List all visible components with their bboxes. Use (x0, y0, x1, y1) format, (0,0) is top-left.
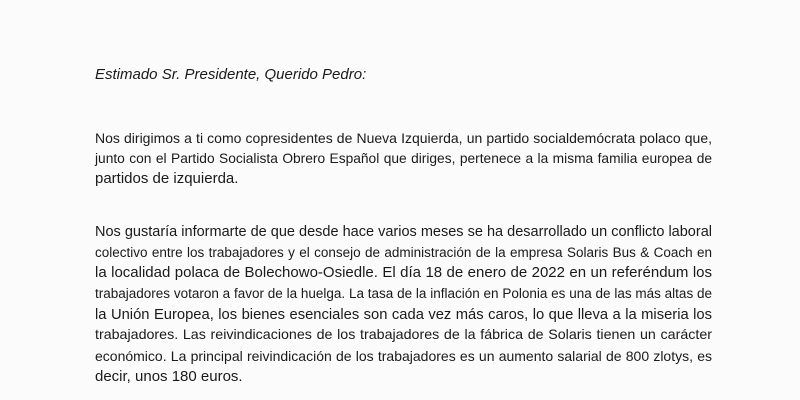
text-line: colectivo entre los trabajadores y el consejo de administración de la empresa Solaris Bus & Coach en (95, 244, 712, 260)
salutation: Estimado Sr. Presidente, Querido Pedro: (95, 66, 367, 83)
text-line: trabajadores. Las reivindicaciones de los trabajadores de la fábrica de Solaris tienen un carácter (95, 327, 712, 344)
text-line: Nos gustaría informarte de que desde hace varios meses se ha desarrollado un conflicto laboral (95, 224, 712, 240)
paragraph-2 (95, 222, 712, 388)
text-line: económico. La principal reivindicación de los trabajadores es un aumento salarial de 800 zlotys, es (95, 348, 712, 365)
text-line: la Unión Europea, los bienes esenciales son cada vez más caros, lo que lleva a la miseria los (95, 306, 712, 323)
text-line: decir, unos 180 euros. (95, 367, 243, 385)
text-line: partidos de izquierda. (95, 170, 239, 188)
text-line: la localidad polaca de Bolechowo-Osiedle. El día 18 de enero de 2022 en un referéndum los (95, 264, 712, 282)
text-line: Nos dirigimos a ti como copresidentes de Nueva Izquierda, un partido socialdemócrata polaco que, (95, 130, 712, 146)
text-line: trabajadores votaron a favor de la huelga. La tasa de la inflación en Polonia es una de las más altas de (95, 286, 712, 302)
paragraph-1 (95, 128, 712, 190)
text-line: junto con el Partido Socialista Obrero Español que diriges, pertenece a la misma familia europea de (95, 150, 712, 166)
